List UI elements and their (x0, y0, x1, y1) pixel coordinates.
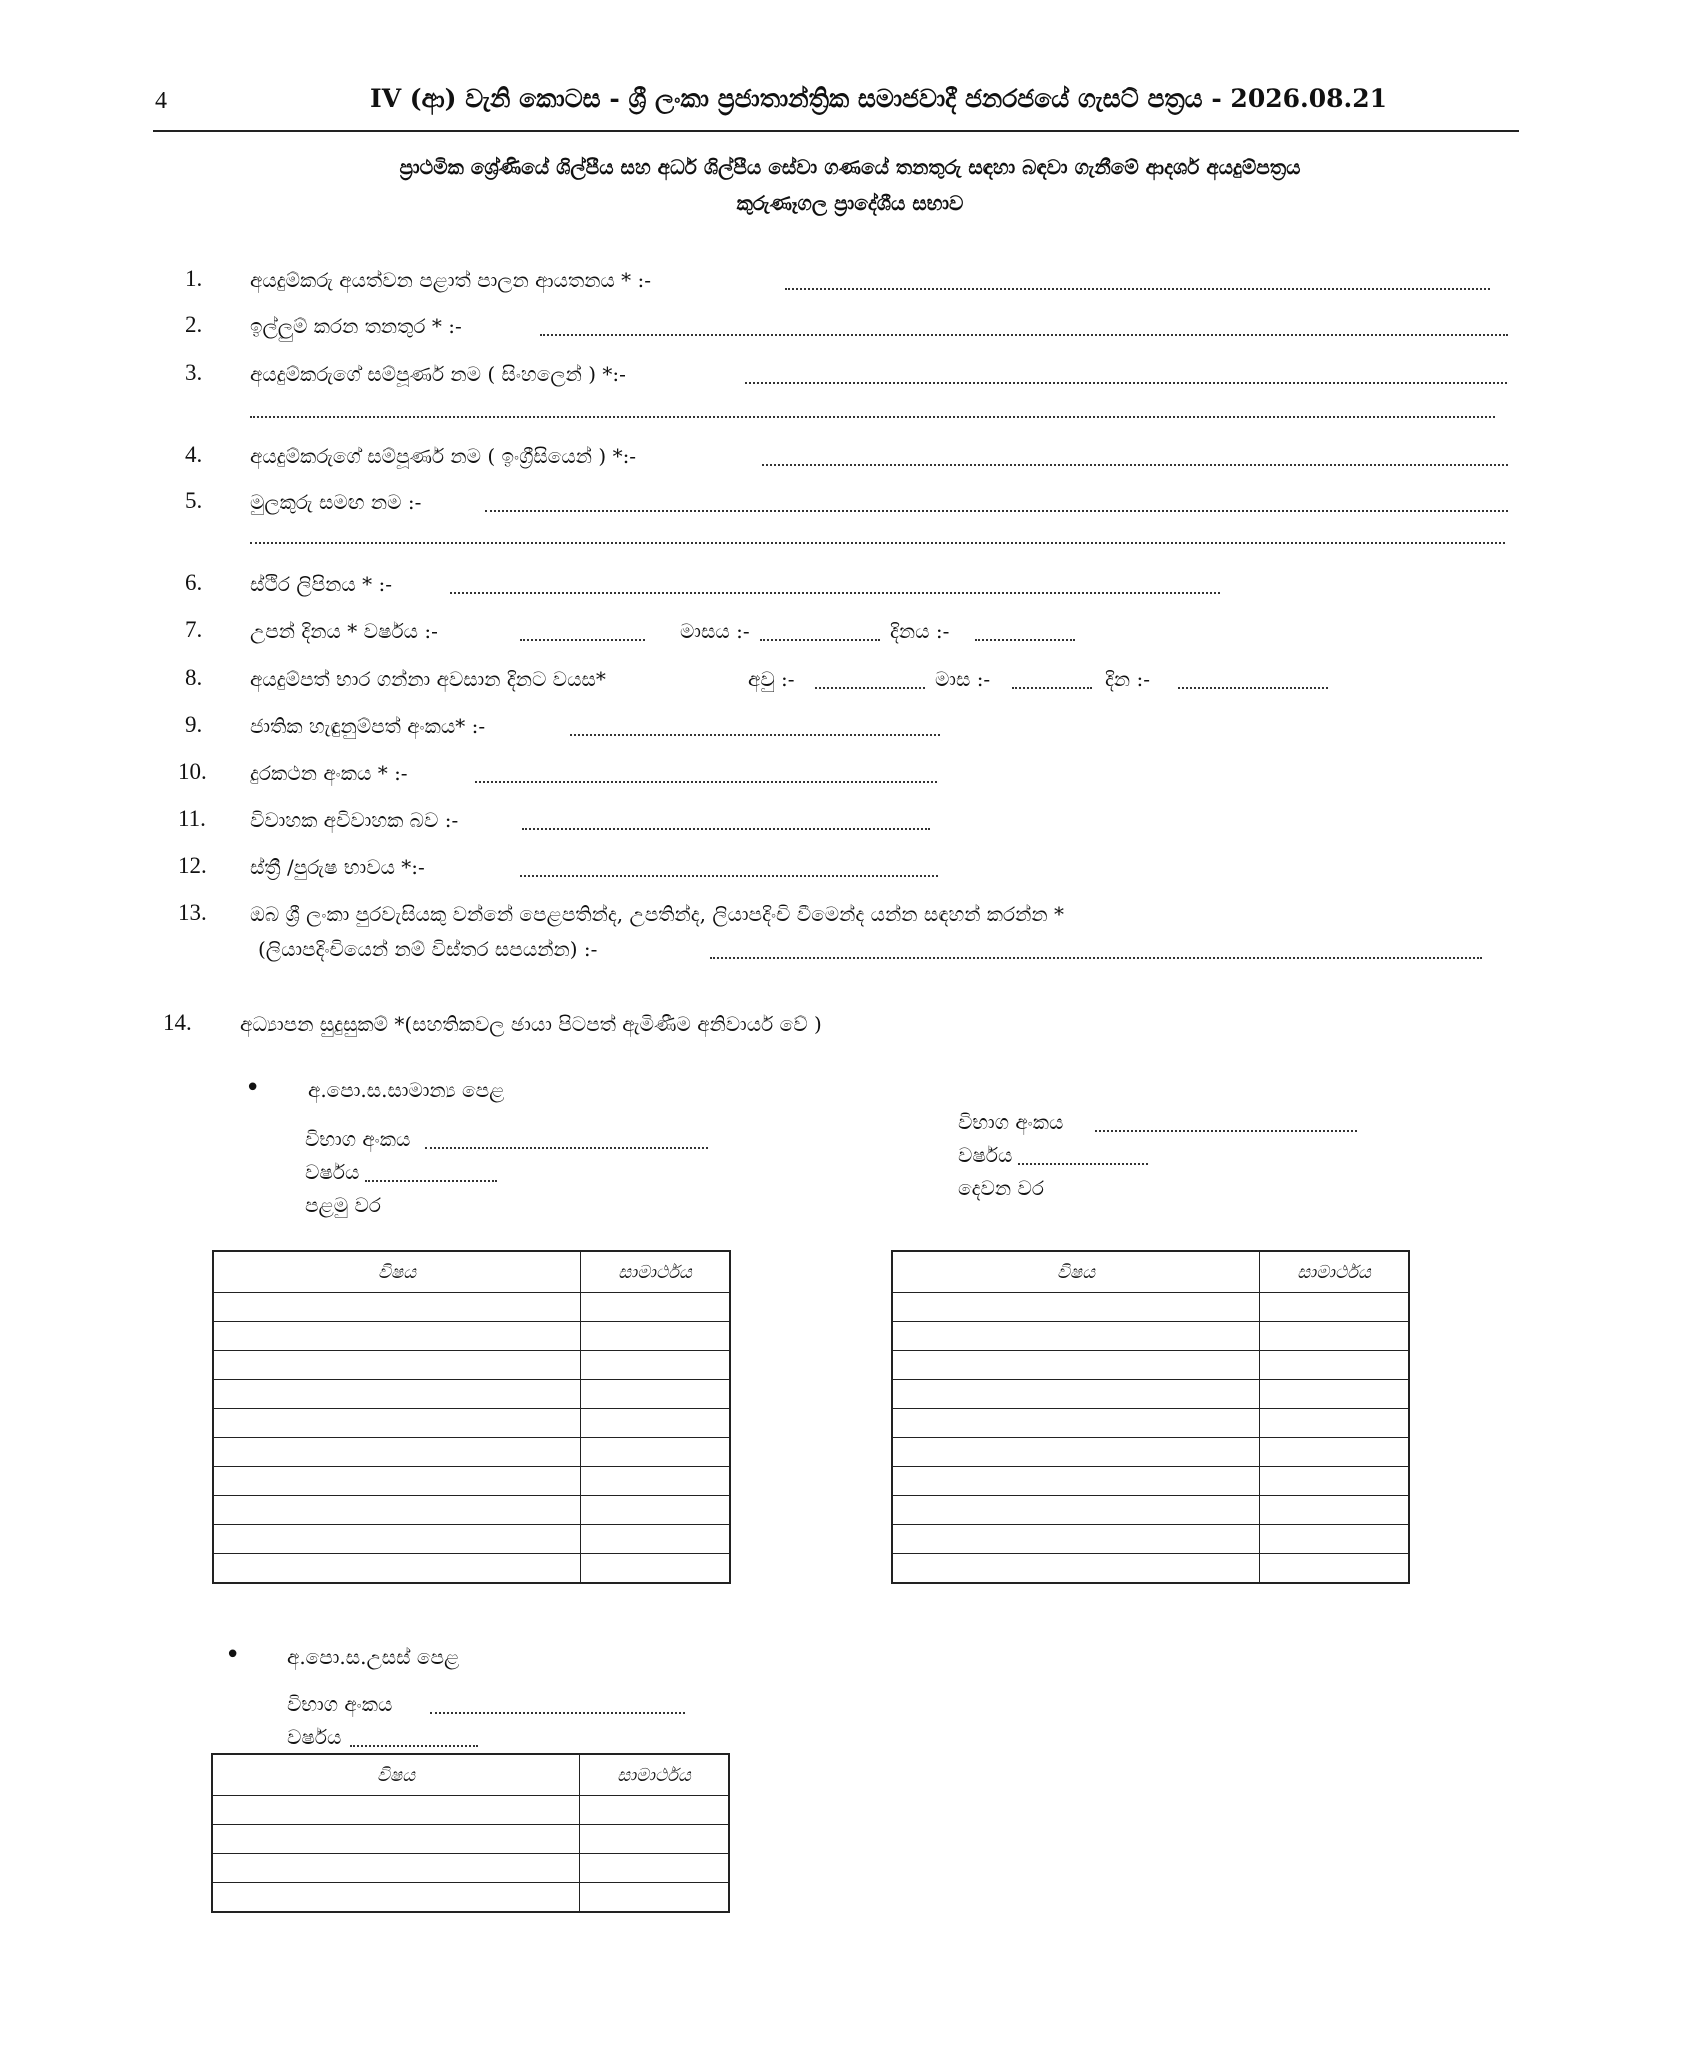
field-8-years-label: අවු :- (748, 667, 795, 691)
al-index-label: විභාග අංකය (287, 1692, 393, 1716)
subject-cell[interactable] (892, 1380, 1260, 1409)
grade-column-header: සාමාර්ථය (580, 1754, 730, 1796)
subject-cell[interactable] (892, 1322, 1260, 1351)
subject-cell[interactable] (892, 1409, 1260, 1438)
grade-column-header: සාමාර්ථය (581, 1251, 731, 1293)
subject-cell[interactable] (213, 1496, 581, 1525)
grade-cell[interactable] (1260, 1409, 1410, 1438)
ol-heading: අ.පො.ස.සාමාන්‍ය පෙළ (308, 1078, 505, 1102)
ol-first-year-line[interactable] (365, 1180, 497, 1182)
table-row (892, 1322, 1409, 1351)
subject-column-header: විෂය (213, 1251, 581, 1293)
field-9-label: ජාතික හැඳුනුම්පත් අංකය* :- (250, 714, 486, 738)
table-row (213, 1438, 730, 1467)
field-5-label: මුලකුරු සමඟ නම :- (250, 490, 422, 514)
field-3-label: අයදුම්කරුගේ සම්පූර්ණ නම ( සිංහලෙන් ) *:- (250, 362, 626, 386)
ol-second-index-line[interactable] (1095, 1130, 1357, 1132)
grade-cell[interactable] (1260, 1380, 1410, 1409)
field-12-label: ස්ත්‍රී /පුරුෂ භාවය *:- (250, 855, 425, 879)
field-13-sublabel: (ලියාපදිංචියෙන් නම් විස්තර සපයන්න) :- (258, 937, 598, 961)
header-rule (153, 130, 1519, 132)
ol-first-attempt-label: පළමු වර (305, 1193, 381, 1217)
form-subtitle: කුරුණෑගල ප්‍රාදේශීය සභාව (736, 191, 964, 215)
grade-cell[interactable] (581, 1554, 731, 1584)
field-2-number: 2. (185, 312, 203, 337)
table-row (213, 1554, 730, 1584)
ol-first-index-line[interactable] (425, 1147, 708, 1149)
field-7-day-label: දිනය :- (890, 619, 950, 643)
al-year-line[interactable] (350, 1745, 478, 1747)
table-row (892, 1409, 1409, 1438)
subject-cell[interactable] (213, 1554, 581, 1584)
grade-cell[interactable] (580, 1796, 730, 1825)
table-row (213, 1293, 730, 1322)
field-10-label: දුරකථන අංකය * :- (250, 761, 408, 785)
al-year-label: වර්ෂය (287, 1725, 342, 1749)
grade-cell[interactable] (1260, 1438, 1410, 1467)
field-6-input-line[interactable] (450, 592, 1220, 594)
field-5-input-line[interactable] (485, 510, 1508, 512)
table-row (892, 1438, 1409, 1467)
subject-cell[interactable] (213, 1322, 581, 1351)
field-13-input-line[interactable] (710, 957, 1482, 959)
grade-cell[interactable] (581, 1293, 731, 1322)
ol-first-index-label: විභාග අංකය (305, 1127, 411, 1151)
table-row (213, 1322, 730, 1351)
page-number: 4 (155, 88, 167, 114)
subject-cell[interactable] (213, 1438, 581, 1467)
grade-cell[interactable] (581, 1322, 731, 1351)
al-index-line[interactable] (430, 1712, 685, 1714)
field-8-label: අයදුම්පත් භාර ගන්නා අවසාන දිනට වයස* (250, 667, 606, 691)
field-4-input-line[interactable] (762, 464, 1508, 466)
subject-cell[interactable] (892, 1351, 1260, 1380)
subject-cell[interactable] (892, 1293, 1260, 1322)
field-1-number: 1. (185, 266, 203, 291)
field-7-number: 7. (185, 617, 203, 642)
table-row (213, 1351, 730, 1380)
grade-cell[interactable] (580, 1883, 730, 1913)
al-heading: අ.පො.ස.උසස් පෙළ (287, 1645, 460, 1669)
table-row (892, 1293, 1409, 1322)
subject-cell[interactable] (213, 1293, 581, 1322)
table-row (212, 1825, 729, 1854)
grade-cell[interactable] (581, 1496, 731, 1525)
education-label: අධ්‍යාපන සුදුසුකම් *(සහතිකවල ඡායා පිටපත් ඇමිණීම අනිවාර්ය වේ ) (240, 1012, 822, 1036)
subject-cell[interactable] (213, 1351, 581, 1380)
grade-cell[interactable] (581, 1467, 731, 1496)
grade-cell[interactable] (581, 1525, 731, 1554)
subject-cell[interactable] (213, 1380, 581, 1409)
field-13-number: 13. (178, 900, 207, 925)
field-10-input-line[interactable] (475, 781, 937, 783)
table-row (212, 1883, 729, 1913)
field-8-months-label: මාස :- (935, 667, 991, 691)
field-8-years-line[interactable] (815, 687, 925, 689)
subject-column-header: විෂය (212, 1754, 580, 1796)
table-row (213, 1467, 730, 1496)
field-4-number: 4. (185, 442, 203, 467)
field-8-months-line[interactable] (1012, 687, 1092, 689)
form-title: ප්‍රාථමික ශ්‍රේණියේ ශිල්පීය සහ අර්ධ ශිල්පීය සේවා ගණයේ තනතුරු සඳහා බඳවා ගැනීමේ ආදර්ශ අයදුම්පත්‍රය (399, 155, 1301, 179)
field-6-label: ස්ථිර ලිපිනය * :- (250, 572, 392, 596)
subject-cell[interactable] (212, 1796, 580, 1825)
table-row (213, 1496, 730, 1525)
bullet-icon: • (225, 1640, 241, 1670)
grade-cell[interactable] (580, 1854, 730, 1883)
field-12-input-line[interactable] (520, 875, 938, 877)
field-7-month-label: මාසය :- (680, 619, 750, 643)
table-row (213, 1409, 730, 1438)
subject-cell[interactable] (212, 1825, 580, 1854)
ol-second-year-label: වර්ෂය (958, 1143, 1013, 1167)
ol-second-year-line[interactable] (1018, 1163, 1148, 1165)
ol-second-results-table (891, 1250, 1410, 1584)
field-3-number: 3. (185, 360, 203, 385)
table-row (212, 1796, 729, 1825)
table-row (212, 1854, 729, 1883)
grade-cell[interactable] (581, 1409, 731, 1438)
bullet-icon: • (245, 1073, 261, 1103)
field-12-number: 12. (178, 853, 207, 878)
field-11-input-line[interactable] (522, 828, 930, 830)
field-8-days-label: දින :- (1105, 667, 1150, 691)
field-14-number: 14. (163, 1010, 192, 1035)
grade-cell[interactable] (1260, 1293, 1410, 1322)
field-4-label: අයදුම්කරුගේ සම්පූර්ණ නම ( ඉංග්‍රීසියෙන් ) *:- (250, 444, 637, 468)
gazette-header-title: IV (ආ) වැනි කොටස - ශ්‍රී ලංකා ප්‍රජාතාන්ත්‍රික සමාජවාදී ජනරජයේ ගැසට් පත්‍රය - 2026.08.21 (370, 84, 1387, 113)
field-7-day-line[interactable] (975, 639, 1075, 641)
subject-cell[interactable] (892, 1467, 1260, 1496)
grade-cell[interactable] (1260, 1351, 1410, 1380)
field-7-year-line[interactable] (520, 639, 645, 641)
field-1-input-line[interactable] (785, 288, 1490, 290)
field-6-number: 6. (185, 570, 203, 595)
field-11-label: විවාහක අවිවාහක බව :- (250, 808, 459, 832)
grade-cell[interactable] (1260, 1322, 1410, 1351)
grade-cell[interactable] (1260, 1467, 1410, 1496)
subject-cell[interactable] (213, 1525, 581, 1554)
subject-column-header: විෂය (892, 1251, 1260, 1293)
subject-cell[interactable] (892, 1525, 1260, 1554)
grade-cell[interactable] (1260, 1554, 1410, 1584)
grade-cell[interactable] (580, 1825, 730, 1854)
table-row (892, 1351, 1409, 1380)
table-row (892, 1467, 1409, 1496)
subject-cell[interactable] (212, 1883, 580, 1913)
grade-cell[interactable] (581, 1438, 731, 1467)
field-5-input-line-2[interactable] (250, 542, 1505, 544)
ol-first-year-label: වර්ෂය (305, 1160, 360, 1184)
grade-column-header: සාමාර්ථය (1260, 1251, 1410, 1293)
field-13-label: ඔබ ශ්‍රී ලංකා පුරවැසියකු වන්නේ පෙළපතින්ද, උපතින්ද, ලියාපදිංචි වීමෙන්ද යන්න සඳහන් කරන්න * (250, 902, 1064, 926)
table-row (213, 1525, 730, 1554)
ol-second-attempt-label: දෙවන වර (958, 1176, 1044, 1200)
grade-cell[interactable] (581, 1351, 731, 1380)
field-7-label: උපන් දිනය * වර්ෂය :- (250, 619, 438, 643)
field-3-input-line-2[interactable] (250, 416, 1495, 418)
grade-cell[interactable] (1260, 1496, 1410, 1525)
field-9-input-line[interactable] (570, 734, 940, 736)
field-7-month-line[interactable] (760, 639, 880, 641)
field-2-label: ඉල්ලුම් කරන තනතුර * :- (250, 314, 462, 338)
grade-cell[interactable] (1260, 1525, 1410, 1554)
field-3-input-line[interactable] (745, 382, 1507, 384)
table-row (892, 1380, 1409, 1409)
ol-second-index-label: විභාග අංකය (958, 1110, 1064, 1134)
al-results-table (211, 1753, 730, 1913)
subject-cell[interactable] (892, 1438, 1260, 1467)
field-10-number: 10. (178, 759, 207, 784)
field-2-input-line[interactable] (540, 334, 1508, 336)
table-row (892, 1496, 1409, 1525)
field-1-label: අයදුම්කරු අයත්වන පළාත් පාලන ආයතනය * :- (250, 268, 652, 292)
field-8-days-line[interactable] (1178, 687, 1328, 689)
subject-cell[interactable] (892, 1554, 1260, 1584)
field-5-number: 5. (185, 488, 203, 513)
table-row (892, 1554, 1409, 1584)
field-11-number: 11. (178, 806, 206, 831)
field-8-number: 8. (185, 665, 203, 690)
ol-first-results-table (212, 1250, 731, 1584)
subject-cell[interactable] (212, 1854, 580, 1883)
subject-cell[interactable] (213, 1467, 581, 1496)
subject-cell[interactable] (213, 1409, 581, 1438)
grade-cell[interactable] (581, 1380, 731, 1409)
table-row (213, 1380, 730, 1409)
table-row (892, 1525, 1409, 1554)
subject-cell[interactable] (892, 1496, 1260, 1525)
field-9-number: 9. (185, 712, 203, 737)
